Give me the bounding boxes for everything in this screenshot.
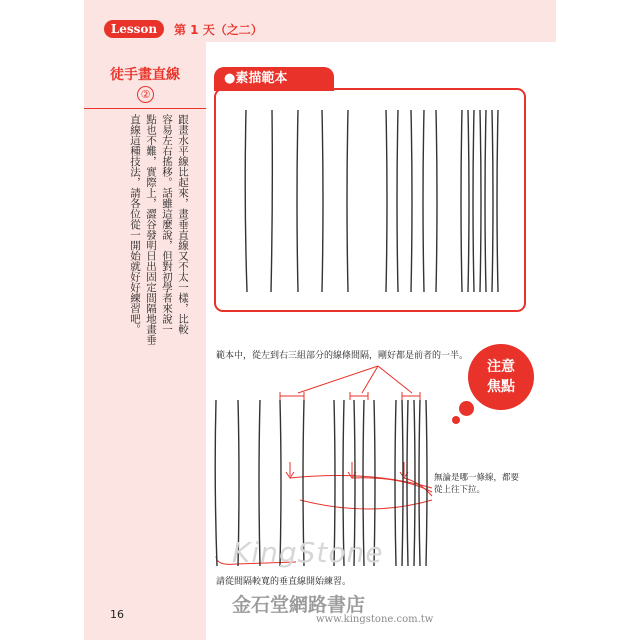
sample-line (492, 110, 493, 292)
sample-line (497, 110, 498, 292)
sample-line (245, 110, 247, 292)
sample-line (347, 110, 348, 292)
section-title: 徒手畫直線 (110, 67, 180, 83)
sample-lines (245, 110, 498, 292)
body-text-column-4: 直線這種技法，請各位從一開始就好好練習吧。 (129, 114, 141, 335)
sample-line (386, 110, 387, 292)
sample-line (411, 110, 412, 292)
watermark-store-name: 金石堂網路書店 (232, 594, 366, 616)
sample-line (480, 110, 481, 292)
focus-badge (468, 344, 534, 410)
sample-line (297, 110, 298, 292)
sample-line (436, 110, 437, 292)
sample-line (271, 110, 272, 292)
practice-line (419, 400, 420, 566)
sample-line (461, 110, 462, 292)
practice-line (395, 400, 396, 566)
sample-line (397, 110, 398, 292)
sample-line (473, 110, 474, 292)
focus-badge-line-2: 焦點 (487, 379, 515, 395)
section-number: ② (137, 86, 154, 103)
body-text-column-3: 點也不難，實際上，澀谷發明日出固定間隔地畫垂 (145, 114, 157, 345)
watermark-url: www.kingstone.com.tw (316, 614, 434, 625)
sample-line (423, 110, 424, 292)
caption-top: 範本中，從左到右三組部分的線條間隔，剛好都是前者的一半。 (216, 351, 469, 361)
body-text-column-1: 跟畫水平線比起來，畫垂直線又不太一樣，比較 (177, 114, 189, 335)
practice-line (215, 400, 217, 566)
body-text-column-2: 容易左右搖移。話雖這麼說，但對初學者來說一 (161, 114, 173, 335)
focus-badge-line-1: 注意 (487, 359, 515, 375)
sample-line (468, 110, 469, 292)
sample-tab: ●素描範本 (214, 67, 334, 91)
practice-line (426, 400, 427, 566)
thought-bubble-dot (459, 401, 474, 416)
watermark-brand: KingStone (232, 536, 384, 569)
practice-line (402, 400, 403, 566)
page-number: 16 (110, 608, 124, 621)
thought-bubble-dot-small (452, 416, 460, 424)
sample-line (485, 110, 486, 292)
sample-line (322, 110, 323, 292)
day-title: 第 1 天（之二） (174, 23, 263, 37)
lesson-badge: Lesson (104, 20, 164, 38)
interval-callouts (216, 366, 432, 564)
caption-bottom: 請從間隔較寬的垂直線開始練習。 (216, 577, 352, 587)
note-text: 無論是哪一條線，都要從上往下拉。 (434, 473, 520, 495)
